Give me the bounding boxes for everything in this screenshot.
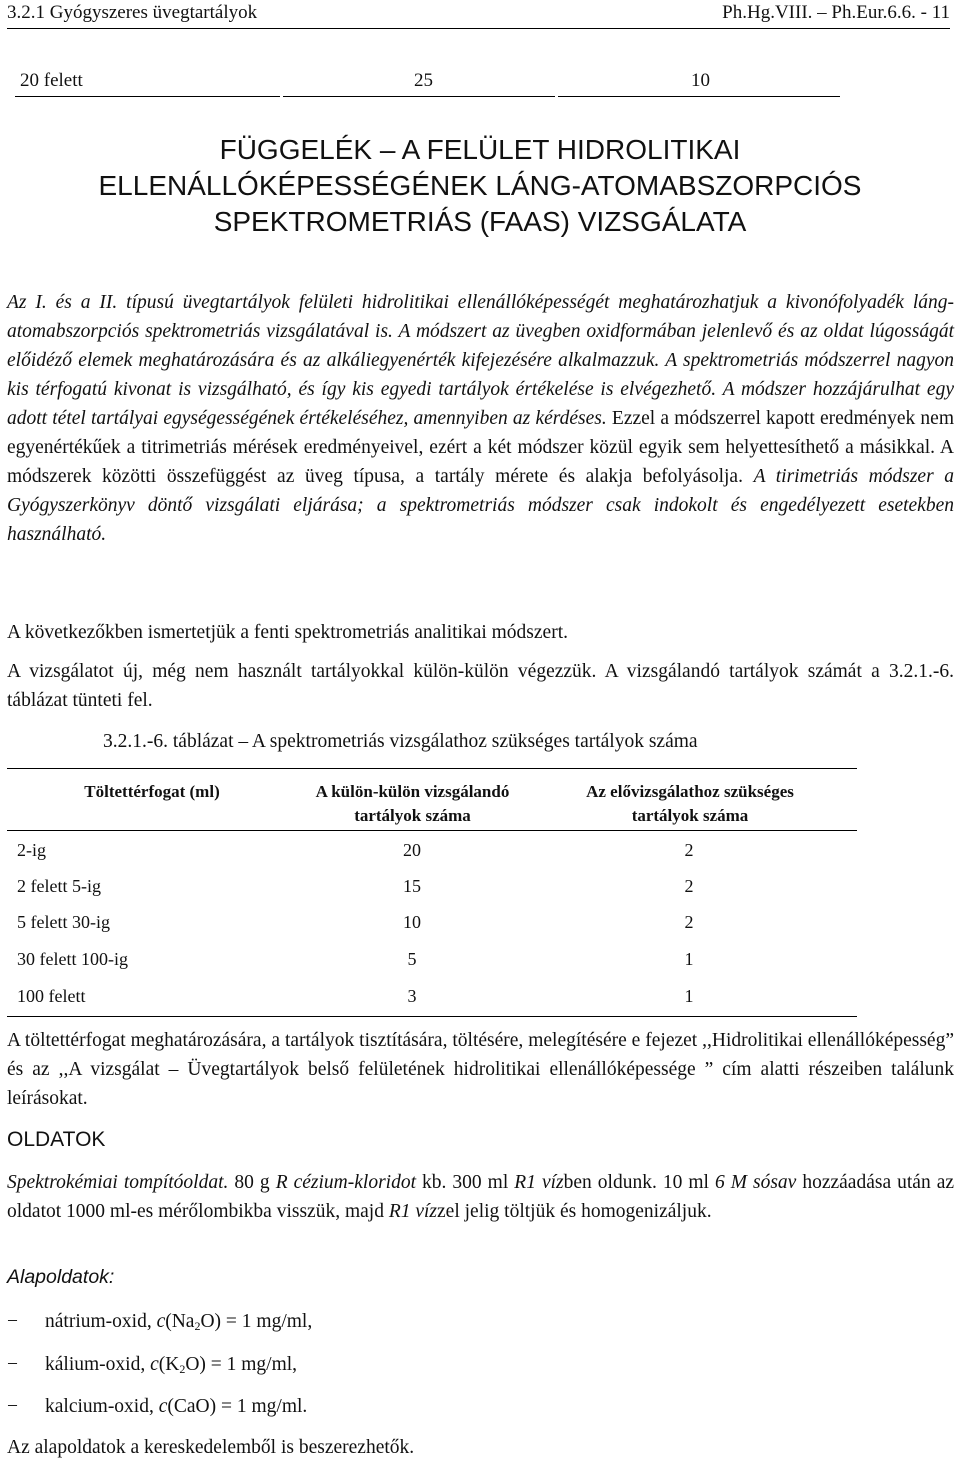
final-paragraph: Az alapoldatok a kereskedelemből is beszerezhetők. bbox=[7, 1437, 415, 1458]
table-row bbox=[0, 912, 960, 942]
text: kb. 300 ml bbox=[416, 1172, 515, 1193]
text: c bbox=[158, 1396, 168, 1417]
intro-italic-text: Az I. és a II. típusú üvegtartályok felületi hidrolitikai ellenállóképességét meghatározhatjuk a kivonófolyadék láng-atomabszorpciós spektrometriás vizsgálatával is. A módszert az üvegben oxidformában jelenlevő és az oldat lúgosságát előidéző elemek meghatározására és az alkáliegyenérték kifejezésére alkalmazzuk. A spektrometriás módszerrel nagyon kis térfogatú kivonat is vizsgálható, és így kis egyedi tartályok értékelése is elvégezhető. A módszer hozzájárulhat egy adott tétel tartályai egységességének értékeléséhez, amennyiben az kérdéses. bbox=[7, 292, 954, 429]
paragraph: A következőkben ismertetjük a fenti spektrometriás analitikai módszert. bbox=[7, 622, 568, 643]
table-row bbox=[0, 949, 960, 979]
text: c bbox=[150, 1354, 159, 1375]
cell-count: 15 bbox=[403, 876, 421, 896]
text: O) = 1 mg/ml, bbox=[200, 1311, 313, 1332]
text: 80 g bbox=[228, 1172, 276, 1193]
header-section-title: 3.2.1 Gyógyszeres üvegtartályok bbox=[7, 2, 258, 23]
stock-solutions-heading: Alapoldatok: bbox=[7, 1266, 115, 1288]
table-rule bbox=[558, 96, 840, 97]
text: zel jelig töltjük és homogenizáljuk. bbox=[437, 1201, 712, 1222]
cell-pre-count: 2 bbox=[684, 912, 694, 932]
text: (K bbox=[158, 1354, 180, 1375]
header-page-ref: Ph.Hg.VIII. – Ph.Eur.6.6. - 11 bbox=[722, 2, 950, 23]
reagent: R1 víz bbox=[514, 1172, 564, 1193]
text: ben oldunk. 10 ml bbox=[563, 1172, 715, 1193]
paragraph: A töltettérfogat meghatározására, a tartályok tisztítására, töltésére, melegítésére e fejezet ,,Hidrolitikai ellenállóképesség” és az ,,A vizsgálat – Üvegtartályok belső felületének hidrolitikai ellenállóképessége ” cím alatti részeiben találunk leírásokat. bbox=[7, 1030, 954, 1109]
cell-volume: 30 felett 100-ig bbox=[17, 949, 128, 969]
cell-pre-count: 2 bbox=[684, 840, 694, 860]
list-dash: − bbox=[7, 1396, 18, 1417]
section-heading: OLDATOK bbox=[7, 1128, 106, 1151]
text: (CaO) = 1 mg/ml. bbox=[167, 1396, 308, 1417]
table-row bbox=[0, 986, 960, 1016]
intro-italic-text-2: A tirimetriás módszer a Gyógyszerkönyv döntő vizsgálati eljárása; a spektrometriás módszer csak indokolt és engedélyezett esetekben használható. bbox=[7, 466, 955, 545]
subscript: 2 bbox=[194, 1319, 201, 1333]
cell-volume: 2 felett 5-ig bbox=[17, 876, 101, 896]
table-header-volume: Töltettérfogat (ml) bbox=[84, 782, 220, 801]
text: O) = 1 mg/ml, bbox=[185, 1354, 298, 1375]
cell-count: 3 bbox=[407, 986, 417, 1006]
table-row bbox=[0, 840, 960, 870]
running-header bbox=[7, 2, 950, 29]
list-dash: − bbox=[7, 1354, 18, 1375]
intro-normal-text: Ezzel a módszerrel kapott eredmények nem egyenértékűek a titrimetriás mérések eredményeivel, ezért a két módszer közül egyik sem helyettesíthető a másikkal. A módszerek közötti összefüggést az üveg típusa, a tartály mérete és alakja befolyásolja. bbox=[7, 408, 954, 487]
table-header-count: A külön-külön vizsgálandó tartályok száma bbox=[315, 782, 510, 825]
text: nátrium-oxid, bbox=[45, 1311, 157, 1332]
appendix-title bbox=[0, 132, 960, 240]
text: kalcium-oxid, bbox=[45, 1396, 159, 1417]
cell-pre-count: 1 bbox=[684, 949, 694, 969]
text: kálium-oxid, bbox=[45, 1354, 151, 1375]
cell-count: 10 bbox=[403, 912, 421, 932]
subscript: 2 bbox=[179, 1362, 186, 1376]
paragraph: A vizsgálatot új, még nem használt tartályokkal külön-külön végezzük. A vizsgálandó tartályok számát a 3.2.1.-6. táblázat tünteti fel. bbox=[7, 661, 954, 711]
cell-pre-count: 2 bbox=[684, 876, 694, 896]
cell-pre-count: 10 bbox=[691, 70, 710, 91]
solution-paragraph bbox=[7, 1168, 954, 1226]
title-line: ELLENÁLLÓKÉPESSÉGÉNEK LÁNG-ATOMABSZORPCIÓS bbox=[98, 170, 862, 201]
reagent: R1 víz bbox=[388, 1201, 438, 1222]
table-top-rule bbox=[7, 768, 857, 769]
text: (Na bbox=[165, 1311, 195, 1332]
cell-count: 20 bbox=[403, 840, 421, 860]
title-line: SPEKTROMETRIÁS (FAAS) VIZSGÁLATA bbox=[213, 206, 747, 237]
table-header-pre-count: Az elővizsgálathoz szükséges tartályok száma bbox=[586, 782, 794, 825]
intro-paragraph bbox=[7, 288, 954, 549]
list-dash: − bbox=[7, 1311, 18, 1332]
reagent: R cézium-kloridot bbox=[275, 1172, 417, 1193]
cell-count: 25 bbox=[414, 70, 433, 91]
table-header-rule bbox=[7, 830, 857, 831]
table-bottom-rule bbox=[7, 1016, 857, 1017]
cell-count: 5 bbox=[407, 949, 417, 969]
table-rule bbox=[15, 96, 280, 97]
solution-name: Spektrokémiai tompítóoldat. bbox=[7, 1172, 229, 1193]
reagent: 6 M sósav bbox=[714, 1172, 797, 1193]
cell-volume: 20 felett bbox=[20, 70, 83, 91]
text: hozzáadása után az oldatot 1000 ml-es mérőlombikba visszük, majd bbox=[7, 1172, 955, 1222]
cell-volume: 5 felett 30-ig bbox=[17, 912, 110, 932]
cell-volume: 2-ig bbox=[17, 840, 46, 860]
cell-pre-count: 1 bbox=[684, 986, 694, 1006]
table-row bbox=[0, 876, 960, 906]
cell-volume: 100 felett bbox=[17, 986, 86, 1006]
text: c bbox=[156, 1311, 166, 1332]
title-line: FÜGGELÉK – A FELÜLET HIDROLITIKAI bbox=[219, 134, 741, 165]
table-rule bbox=[283, 96, 555, 97]
table-caption: 3.2.1.-6. táblázat – A spektrometriás vizsgálathoz szükséges tartályok száma bbox=[103, 731, 698, 752]
